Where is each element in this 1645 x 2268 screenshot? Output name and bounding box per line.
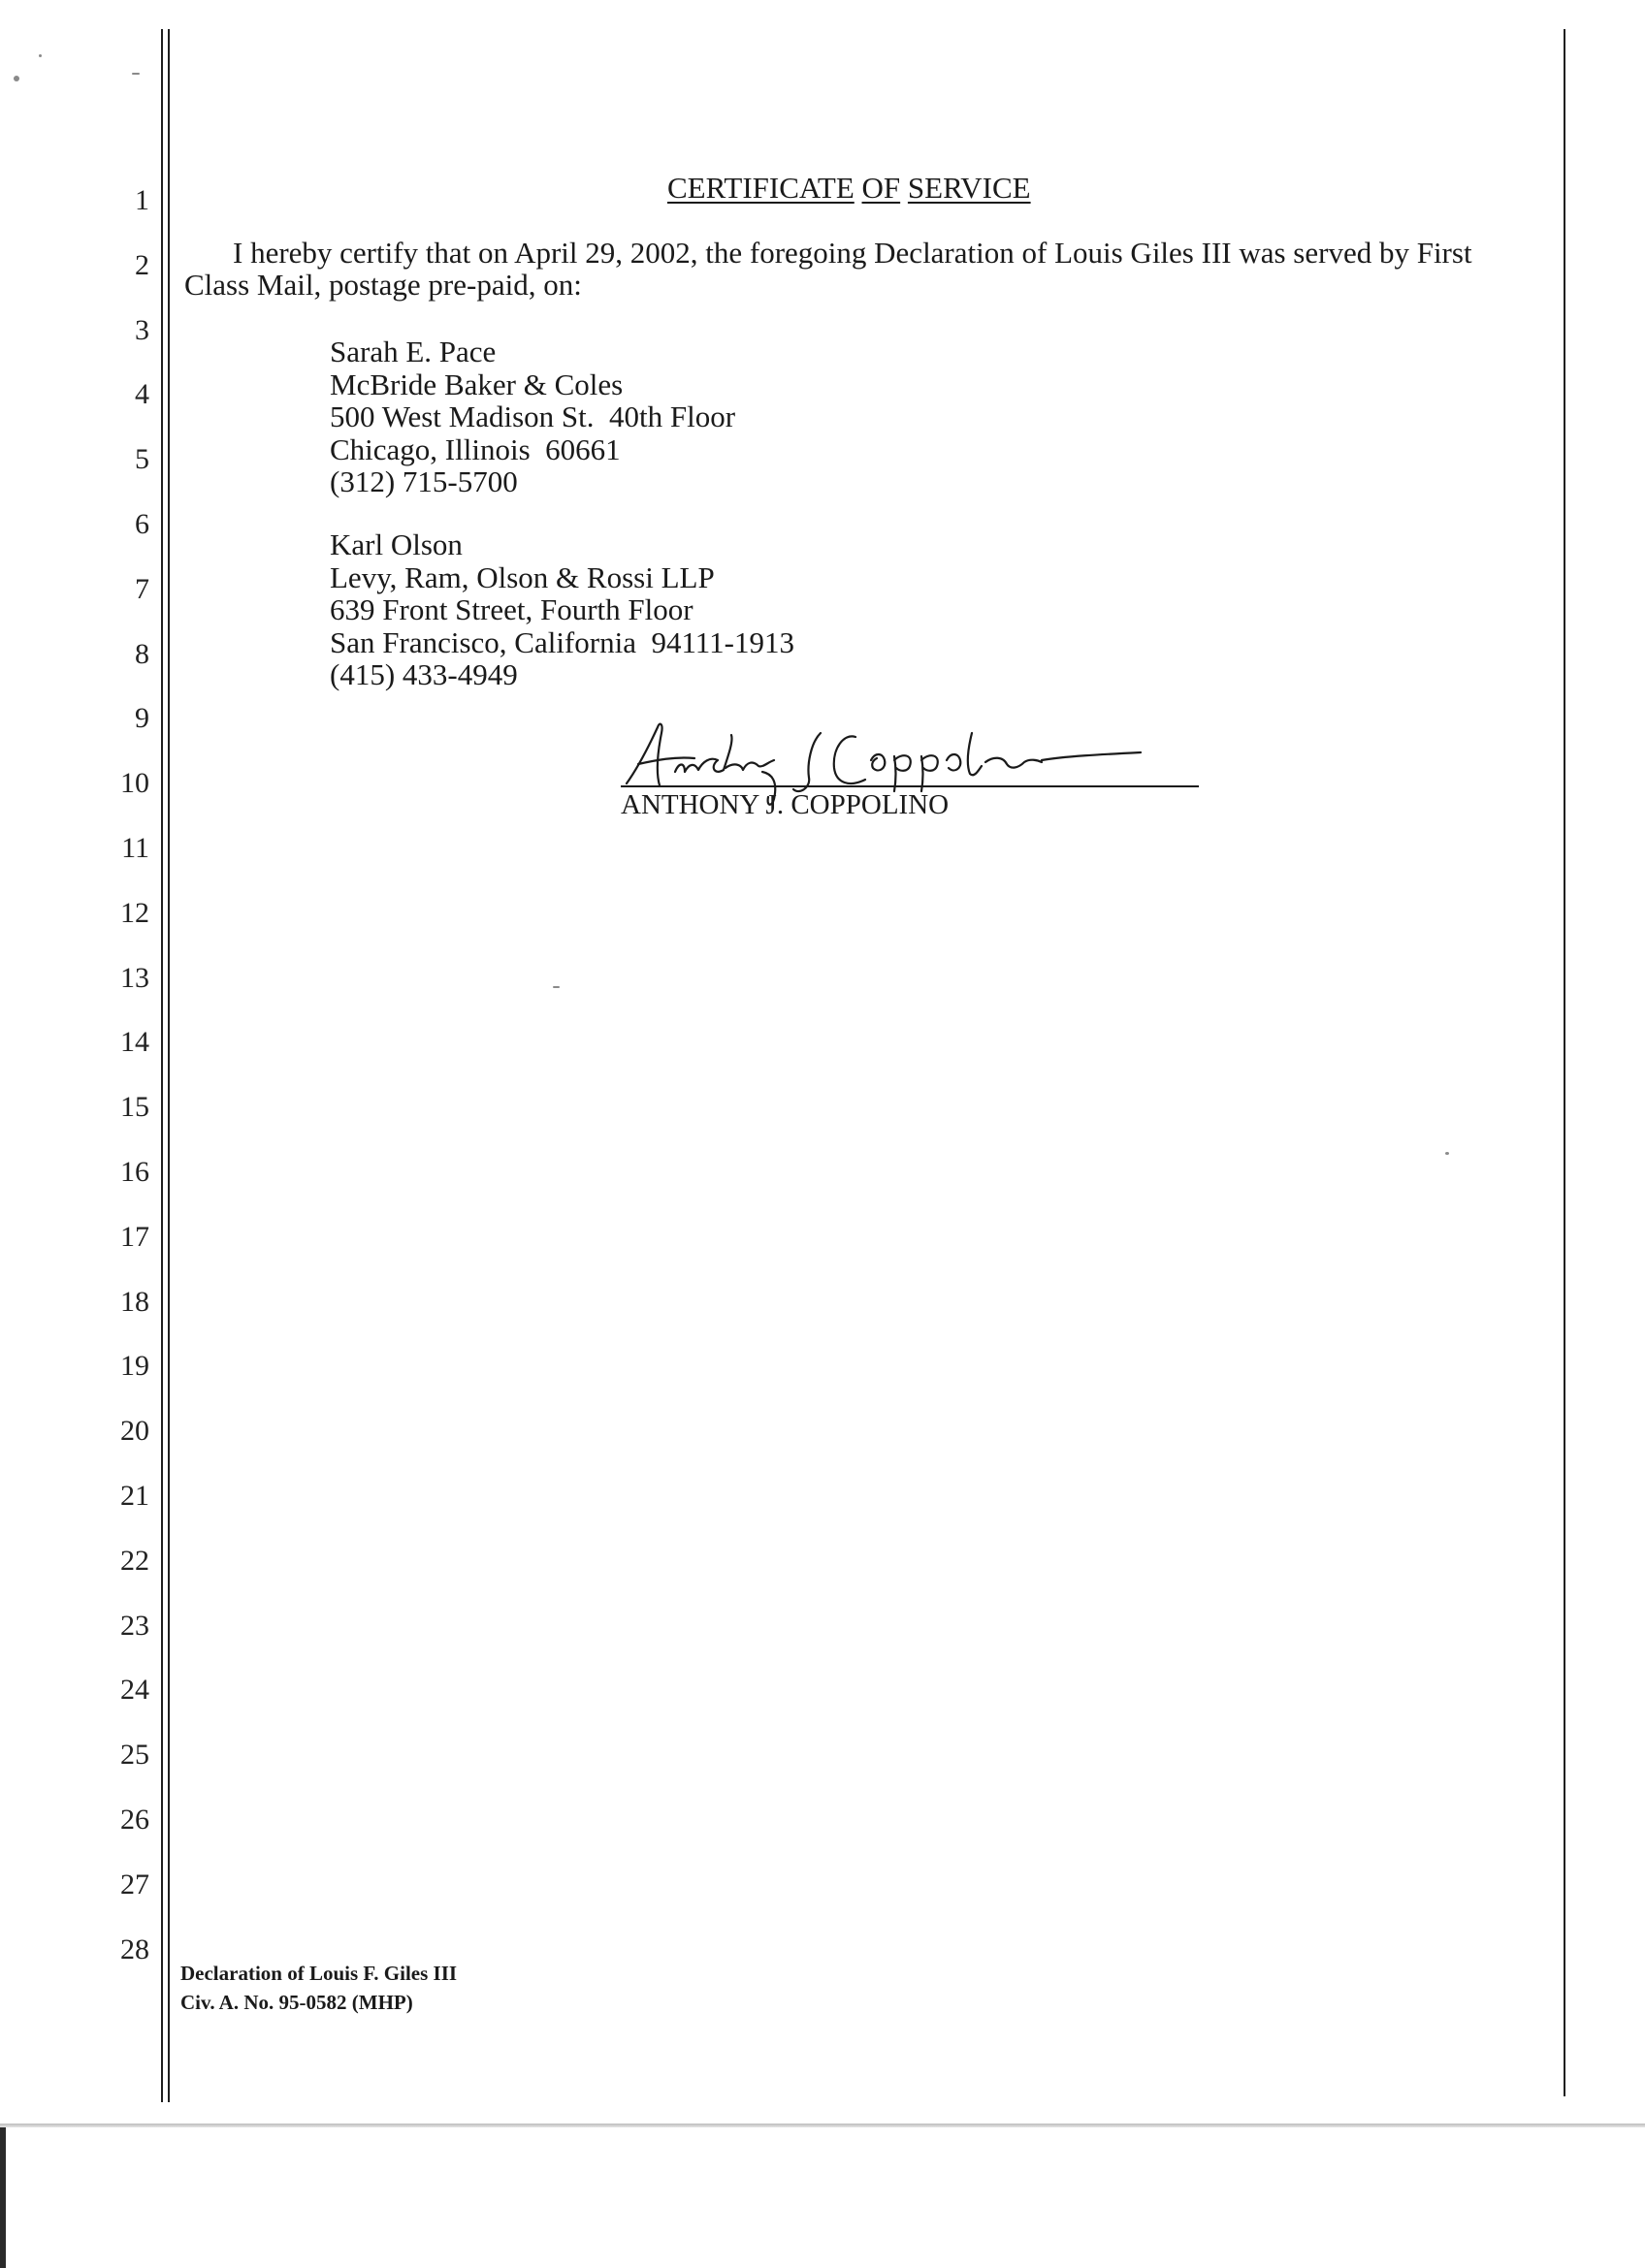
scanner-edge-shadow [0, 2127, 6, 2268]
line-number: 14 [120, 1026, 149, 1059]
footer-document-title: Declaration of Louis F. Giles III [180, 1962, 458, 1985]
document-title [667, 171, 1031, 206]
line-number: 4 [135, 378, 149, 411]
line-number: 19 [120, 1350, 149, 1383]
line-number: 23 [120, 1609, 149, 1642]
line-number: 2 [135, 248, 149, 281]
line-number: 8 [135, 637, 149, 670]
line-number: 11 [121, 832, 149, 864]
recipient-firm: Levy, Ram, Olson & Rossi LLP [330, 559, 715, 594]
signature-block [617, 714, 1199, 830]
scan-speck [14, 76, 19, 81]
certification-paragraph: I hereby certify that on April 29, 2002, the foregoing Declaration of Louis Giles III was served by First Class Mail, postage pre-paid, on: [184, 236, 1472, 302]
line-number: 16 [120, 1156, 149, 1188]
recipient-address-block [330, 335, 735, 498]
line-number: 17 [120, 1220, 149, 1253]
line-number: 5 [135, 443, 149, 476]
recipient-city: Chicago, Illinois 60661 [330, 431, 621, 466]
line-number: 10 [120, 767, 149, 800]
footer-case-number: Civ. A. No. 95-0582 (MHP) [180, 1991, 413, 2014]
scan-speck [132, 73, 140, 75]
line-number: 6 [135, 508, 149, 540]
line-number: 22 [120, 1544, 149, 1577]
scan-speck [1445, 1152, 1449, 1155]
line-number: 12 [120, 896, 149, 929]
right-margin-rule [1564, 29, 1565, 2096]
line-number: 7 [135, 572, 149, 605]
scan-speck [39, 54, 42, 57]
recipient-firm: McBride Baker & Coles [330, 367, 624, 401]
line-number: 20 [120, 1415, 149, 1448]
recipient-name: Sarah E. Pace [330, 335, 497, 368]
left-margin-rule-inner [168, 29, 170, 2102]
line-number: 3 [135, 313, 149, 346]
scan-speck [553, 986, 560, 988]
recipient-address-block [330, 528, 794, 691]
line-number: 1 [135, 184, 149, 216]
recipient-phone: (312) 715-5700 [330, 464, 518, 498]
recipient-phone: (415) 433-4949 [330, 657, 518, 691]
line-number: 26 [120, 1804, 149, 1836]
line-number: 15 [120, 1091, 149, 1124]
recipient-street: 639 Front Street, Fourth Floor [330, 592, 693, 626]
signature-line [621, 785, 1199, 787]
title-word-of: OF [861, 171, 901, 205]
line-number: 25 [120, 1739, 149, 1772]
line-number: 21 [120, 1480, 149, 1512]
line-number: 24 [120, 1674, 149, 1707]
line-number: 13 [120, 961, 149, 994]
page-bottom-edge [0, 2124, 1645, 2127]
recipient-city: San Francisco, California 94111-1913 [330, 624, 794, 659]
title-word-service: SERVICE [907, 171, 1031, 205]
signer-name: ANTHONY J. COPPOLINO [621, 789, 950, 820]
recipient-name: Karl Olson [330, 527, 463, 561]
line-number: 18 [120, 1285, 149, 1318]
line-number: 9 [135, 702, 149, 735]
document-footer [180, 1959, 457, 2017]
left-margin-rule [161, 29, 163, 2102]
recipient-street: 500 West Madison St. 40th Floor [330, 399, 736, 433]
line-number: 27 [120, 1868, 149, 1901]
title-word-certificate: CERTIFICATE [667, 171, 855, 205]
line-number: 28 [120, 1933, 149, 1965]
